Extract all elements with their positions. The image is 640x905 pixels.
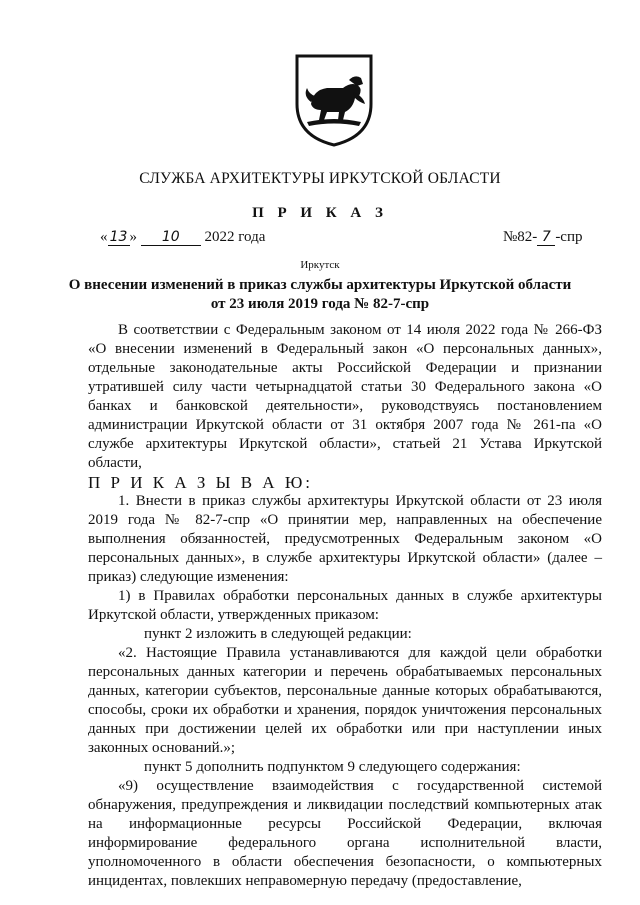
order-subject [0, 276, 640, 314]
date-month-handwritten: 10 [141, 229, 201, 246]
date-year: 2022 года [204, 229, 266, 245]
order-body [88, 321, 602, 891]
point-2-text: «2. Настоящие Правила устанавливаются для каждой цели обработки персональных данных категории и перечень обрабатываемых персональных данных, категории субъектов, персональные данные которых обрабатываются, способы, сроки их обработки и хранения, порядок уничтожения персональных данных при достижении целей их обработки или при наступлении иных законных оснований.»; [88, 645, 602, 756]
order-date [100, 229, 265, 246]
subject-line-1: О внесении изменений в приказ службы архитектуры Иркутской области [68, 277, 572, 293]
date-quote-open: « [100, 229, 108, 245]
point-5-text: «9) осуществление взаимодействия с государственной системой обнаружения, предупреждения и ликвидации последствий компьютерных атак на информационные ресурсы Российской Федерации, включая информирование федерального органа исполнительной власти, уполномоченного в области обеспечения безопасности, о компьютерных инцидентах, повлекших неправомерную передачу (предоставление, [88, 778, 602, 889]
document-type-title: П Р И К А З [252, 205, 388, 221]
point-2-intro: пункт 2 изложить в следующей редакции: [144, 626, 412, 642]
date-day-handwritten: 13 [108, 229, 130, 246]
irkutsk-coat-of-arms-icon [293, 52, 375, 148]
subject-line-2: от 23 июля 2019 года № 82-7-спр [210, 296, 430, 312]
date-quote-close: » [129, 229, 137, 245]
organization-name: СЛУЖБА АРХИТЕКТУРЫ ИРКУТСКОЙ ОБЛАСТИ [139, 170, 501, 187]
number-suffix: -спр [555, 229, 583, 245]
order-number [503, 229, 583, 246]
prikazyvayu-heading: П Р И К А З Ы В А Ю: [88, 473, 314, 492]
point-5-intro: пункт 5 дополнить подпунктом 9 следующего содержания: [144, 759, 521, 775]
number-prefix: №82- [503, 229, 538, 245]
preamble-paragraph: В соответствии с Федеральным законом от 14 июля 2022 года № 266-ФЗ «О внесении изменений в Федеральный закон «О персональных данных», отдельные законодательные акты Российской Федерации и признании утратившей силу части четырнадцатой статьи 30 Федерального закона «О банках и банковской деятельности», руководствуясь постановлением администрации Иркутской области от 31 октября 2007 года № 261-па «О службе архитектуры Иркутской области», статьей 21 Устава Иркутской области, [88, 322, 602, 471]
item-1-1-paragraph: 1) в Правилах обработки персональных данных в службе архитектуры Иркутской области, утвержденных приказом: [88, 588, 602, 623]
item-1-paragraph: 1. Внести в приказ службы архитектуры Иркутской области от 23 июля 2019 года № 82-7-спр «О принятии мер, направленных на обеспечение выполнения обязанностей, предусмотренных Федеральным законом «О персональных данных», в службе архитектуры Иркутской области» (далее – приказ) следующие изменения: [88, 493, 602, 585]
number-handwritten: 7 [537, 229, 555, 246]
city-name: Иркутск [300, 259, 340, 271]
